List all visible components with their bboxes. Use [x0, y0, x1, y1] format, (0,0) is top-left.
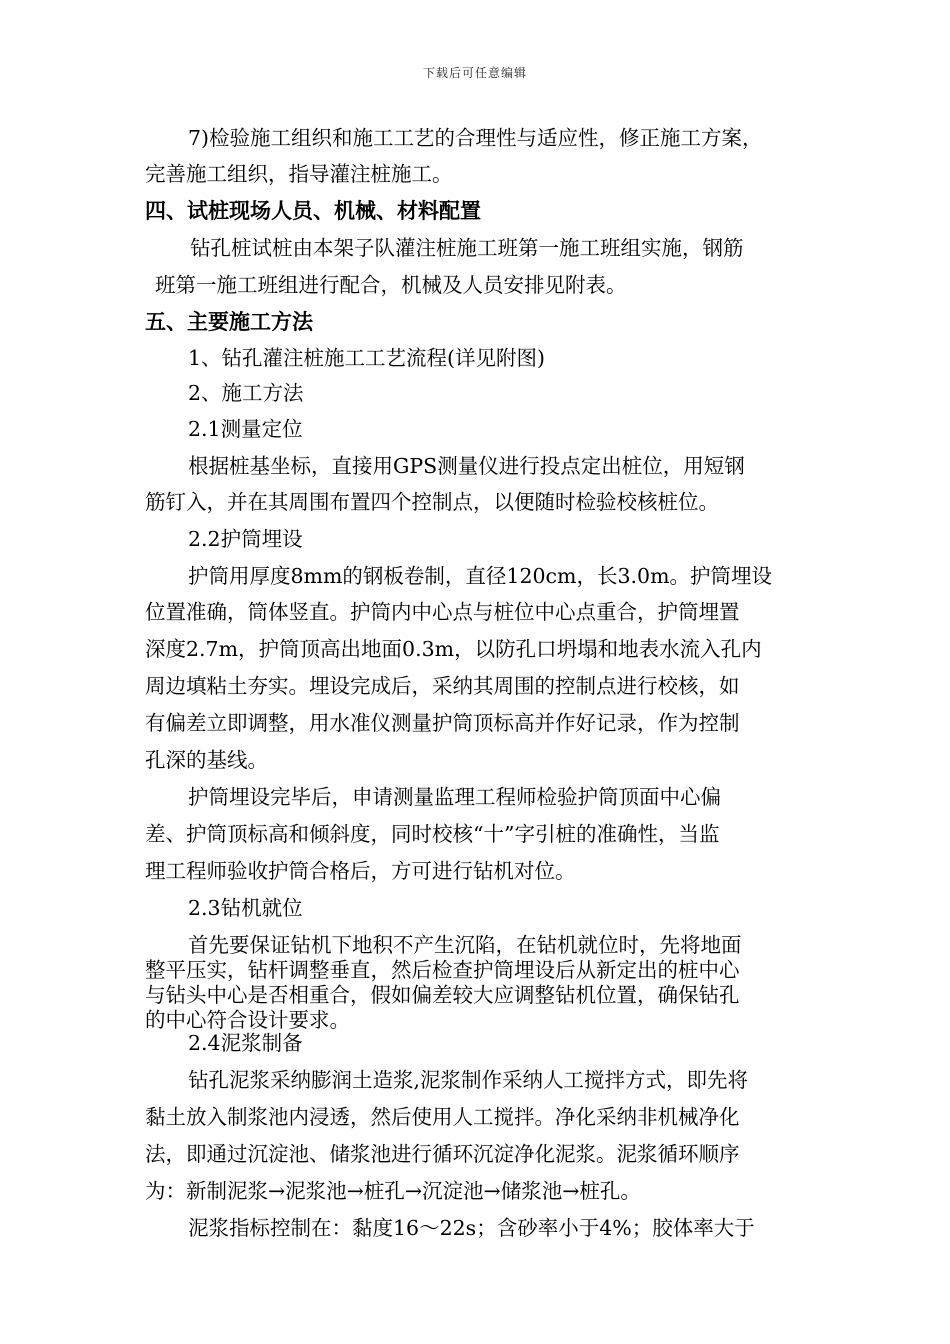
section-heading: 四、试桩现场人员、机械、材料配置	[145, 198, 481, 223]
section-heading: 五、主要施工方法	[145, 309, 313, 334]
text-line: 2、施工方法	[188, 381, 304, 405]
text-line: 泥浆指标控制在：黏度16～22s；含砂率小于4%；胶体率大于	[188, 1216, 755, 1240]
text-line: 根据桩基坐标，直接用GPS测量仪进行投点定出桩位，用短钢	[188, 454, 745, 478]
text-line: 差、护筒顶标高和倾斜度，同时校核“十”字引桩的准确性，当监	[145, 822, 720, 846]
subsection-heading: 2.4泥浆制备	[188, 1031, 303, 1055]
text-line: 深度2.7m，护筒顶高出地面0.3m，以防孔口坍塌和地表水流入孔内	[145, 637, 762, 661]
text-line: 整平压实，钻杆调整垂直，然后检查护筒埋设后从新定出的桩中心	[145, 958, 740, 982]
text-line: 理工程师验收护筒合格后，方可进行钻机对位。	[145, 859, 576, 883]
subsection-heading: 2.1测量定位	[188, 417, 303, 441]
text-line: 钻孔泥浆采纳膨润土造浆,泥浆制作采纳人工搅拌方式，即先将	[188, 1068, 749, 1092]
text-line: 与钻头中心是否相重合，假如偏差较大应调整钻机位置，确保钻孔	[145, 983, 740, 1007]
text-line: 护筒埋设完毕后，申请测量监理工程师检验护筒顶面中心偏	[188, 785, 721, 809]
text-line: 完善施工组织，指导灌注桩施工。	[145, 162, 453, 186]
text-line: 周边填粘土夯实。埋设完成后，采纳其周围的控制点进行校核，如	[145, 674, 740, 698]
text-line: 位置准确，筒体竖直。护筒内中心点与桩位中心点重合，护筒埋置	[145, 600, 740, 624]
text-line: 护筒用厚度8mm的钢板卷制，直径120cm，长3.0m。护筒埋设	[188, 564, 773, 588]
text-line: 筋钉入，并在其周围布置四个控制点，以便随时检验校核桩位。	[145, 490, 719, 514]
text-line: 班第一施工班组进行配合，机械及人员安排见附表。	[155, 273, 627, 297]
subsection-heading: 2.2护筒埋设	[188, 527, 303, 551]
text-line: 7)检验施工组织和施工工艺的合理性与适应性，修正施工方案，	[188, 126, 763, 150]
text-line: 有偏差立即调整，用水准仪测量护筒顶标高并作好记录，作为控制	[145, 711, 740, 735]
text-line: 1、钻孔灌注桩施工工艺流程(详见附图)	[188, 346, 546, 370]
text-line: 钻孔桩试桩由本架子队灌注桩施工班第一施工班组实施，钢筋	[190, 236, 744, 260]
text-line: 为：新制泥浆→泥浆池→桩孔→沉淀池→储浆池→桩孔。	[145, 1179, 641, 1203]
text-line: 黏土放入制浆池内浸透，然后使用人工搅拌。净化采纳非机械净化	[145, 1105, 740, 1129]
page-header: 下载后可任意编辑	[422, 66, 527, 80]
subsection-heading: 2.3钻机就位	[188, 896, 303, 920]
text-line: 的中心符合设计要求。	[145, 1008, 350, 1032]
text-line: 首先要保证钻机下地积不产生沉陷，在钻机就位时，先将地面	[188, 933, 742, 957]
text-line: 孔深的基线。	[145, 748, 268, 772]
text-line: 法，即通过沉淀池、储浆池进行循环沉淀净化泥浆。泥浆循环顺序	[145, 1142, 740, 1166]
